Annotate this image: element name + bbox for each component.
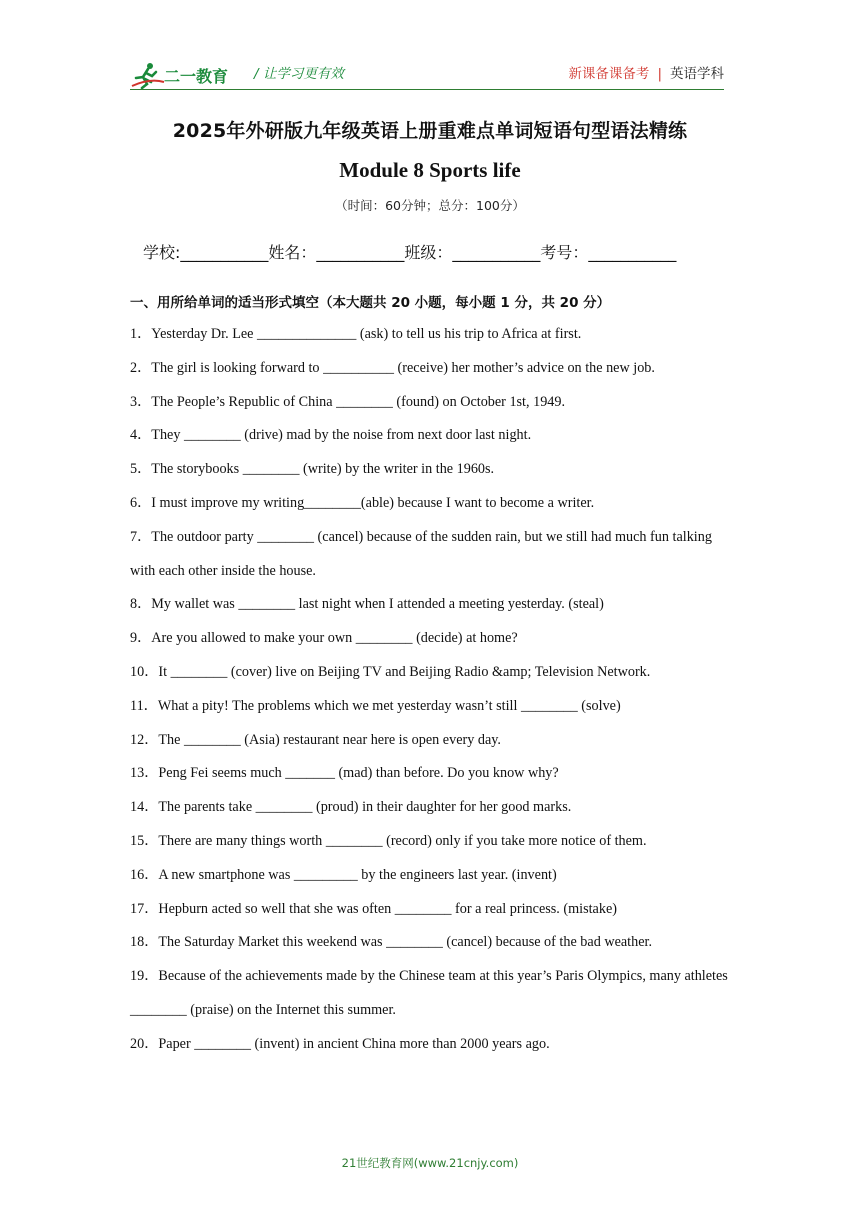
question-item: 10．It ________ (cover) live on Beijing TV and Beijing Radio &amp; Television Network. — [130, 663, 651, 680]
question-item: 13．Peng Fei seems much _______ (mad) than before. Do you know why? — [130, 765, 559, 782]
question-item: 11．What a pity! The problems which we met yesterday wasn’t still ________ (solve) — [130, 697, 621, 714]
question-item: 9．Are you allowed to make your own ________ (decide) at home? — [130, 630, 518, 647]
question-item: 17．Hepburn acted so well that she was often ________ for a real princess. (mistake) — [130, 900, 617, 917]
brand-name: 二一教育 — [164, 67, 229, 86]
runner-icon — [132, 63, 164, 88]
question-item: 7．The outdoor party ________ (cancel) because of the sudden rain, but we still had much fun talking with each other inside the house. — [130, 528, 712, 579]
question-item: 1．Yesterday Dr. Lee ______________ (ask) to tell us his trip to Africa at first. — [130, 326, 582, 342]
header-separator: | — [657, 66, 662, 82]
question-item: 18．The Saturday Market this weekend was ________ (cancel) because of the bad weather. — [130, 934, 652, 951]
module-subtitle: Module 8 Sports life — [339, 158, 521, 182]
header-divider — [130, 89, 724, 90]
question-item: 12．The ________ (Asia) restaurant near here is open every day. — [130, 731, 501, 748]
question-item: 15．There are many things worth ________ (record) only if you take more notice of them. — [130, 832, 647, 849]
section-title: 一、用所给单词的适当形式填空（本大题共 20 小题，每小题 1 分，共 20 分） — [130, 295, 611, 311]
question-item: 16．A new smartphone was _________ by the engineers last year. (invent) — [130, 866, 557, 883]
question-list — [130, 318, 730, 1062]
question-item: 6．I must improve my writing________(able) because I want to become a writer. — [130, 494, 595, 511]
slogan: / 让学习更有效 — [254, 66, 344, 82]
header-right — [568, 62, 724, 82]
time-info: （时间：60分钟；总分：100分） — [335, 198, 525, 213]
question-item: 5．The storybooks ________ (write) by the writer in the 1960s. — [130, 461, 495, 478]
page-footer: 21世纪教育网(www.21cnjy.com) — [341, 1156, 519, 1170]
page-header — [130, 56, 724, 92]
header-course-label: 新课备课备考 — [568, 66, 650, 82]
question-item: 20．Paper ________ (invent) in ancient China more than 2000 years ago. — [130, 1035, 550, 1052]
question-item: 8．My wallet was ________ last night when I attended a meeting yesterday. (steal) — [130, 596, 604, 613]
question-item: 4．They ________ (drive) mad by the noise from next door last night. — [130, 427, 532, 444]
question-item: 2．The girl is looking forward to __________ (receive) her mother’s advice on the new job. — [130, 359, 655, 376]
brand-logo — [130, 60, 250, 90]
question-item: 3．The People’s Republic of China ________ (found) on October 1st, 1949. — [130, 393, 566, 410]
question-item: 19．Because of the achievements made by the Chinese team at this year’s Paris Olympics, many athletes ________ (praise) on the Internet this summer. — [130, 968, 728, 1018]
page-title: 2025年外研版九年级英语上册重难点单词短语句型语法精练 — [172, 120, 688, 142]
question-item: 14．The parents take ________ (proud) in their daughter for her good marks. — [130, 799, 572, 816]
header-subject-label: 英语学科 — [670, 66, 724, 82]
student-info-fields: 学校:___________姓名：___________班级：___________考号：___________ — [143, 243, 677, 262]
